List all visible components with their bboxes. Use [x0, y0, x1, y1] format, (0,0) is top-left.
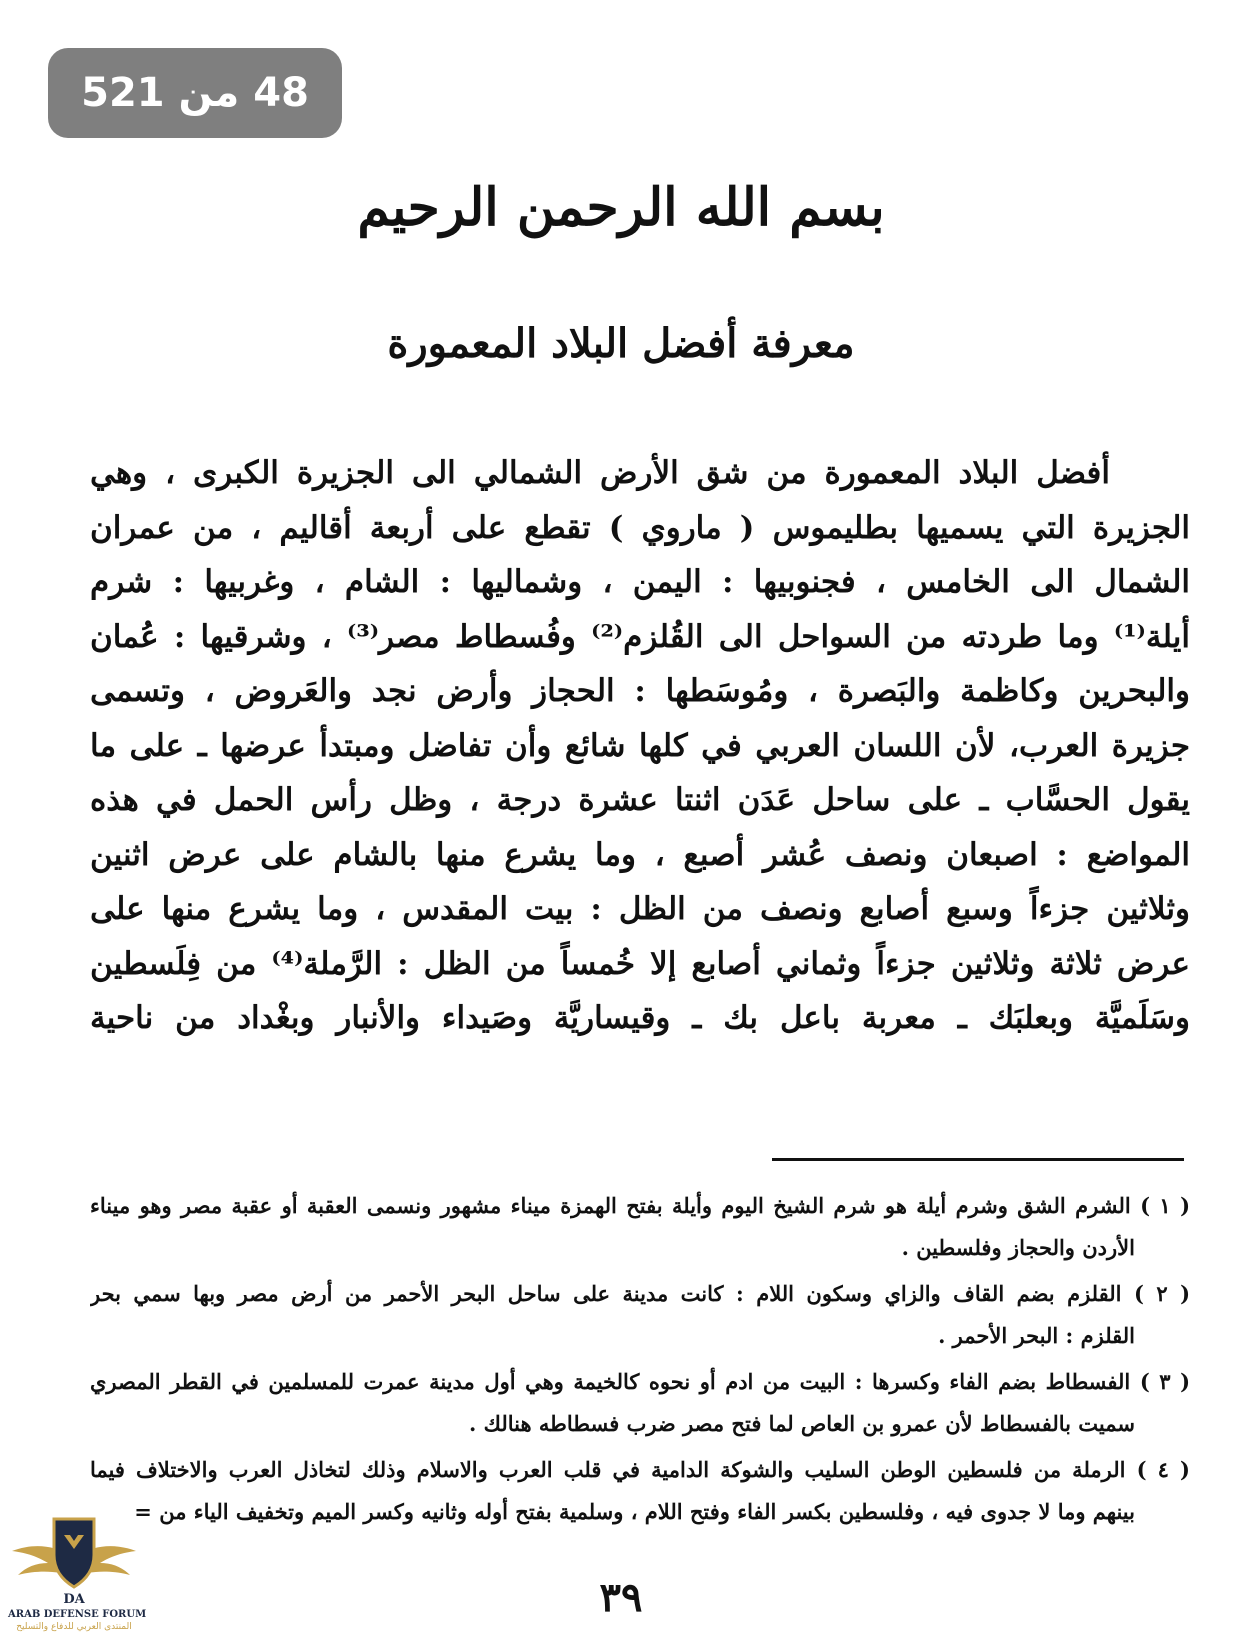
footnote-line — [90, 1185, 1190, 1227]
body-line: جزيرة العرب، لأن اللسان العربي في كلها شائع وأن تفاضل ومبتدأ عرضها ـ على ما — [90, 727, 1190, 764]
footnote-3 — [90, 1361, 1190, 1445]
body-line: أفضل البلاد المعمورة من شق الأرض الشمالي الى الجزيرة الكبرى ، وهي — [90, 455, 1110, 491]
body-line: يقول الحسَّاب ـ على ساحل عَدَن اثنتا عشرة درجة ، وظل رأس الحمل في هذه — [90, 782, 1190, 818]
svg-text:DA: DA — [63, 1592, 85, 1607]
footnote-marker: ( ١ ) — [1140, 1193, 1190, 1218]
footnote-marker: ( ٤ ) — [1136, 1457, 1190, 1482]
footnote-marker: ( ٣ ) — [1139, 1369, 1190, 1394]
page-counter-badge: 48 من 521 — [48, 48, 342, 138]
arab-defense-forum-logo — [8, 1515, 147, 1635]
footnote-text: الشرم الشق وشرم أيلة هو شرم الشيخ اليوم وأيلة بفتح الهمزة ميناء مشهور ونسمى العقبة أو عقبة مصر وهو ميناء — [90, 1193, 1131, 1218]
footnotes-section — [90, 1185, 1190, 1537]
footnote-line: بينهم وما لا جدوى فيه ، وفلسطين بكسر الفاء وفتح اللام ، وسلمية بفتح أوله وثانيه وكسر الميم وتخفيف الياء من = — [134, 1499, 1135, 1524]
eagle-logo-icon — [8, 1515, 140, 1611]
footnote-marker: ( ٢ ) — [1133, 1281, 1190, 1306]
body-line: وثلاثين جزءاً وسبع أصابع ونصف من الظل : بيت المقدس ، وما يشرع منها على — [90, 891, 1190, 927]
footnote-2 — [90, 1273, 1190, 1357]
body-line: أيلة⁽¹⁾ وما طردته من السواحل الى القُلزم⁽²⁾ وفُسطاط مصر⁽³⁾ ، وشرقيها : عُمان — [90, 618, 1190, 655]
body-paragraph — [90, 446, 1190, 1046]
body-line: الجزيرة التي يسميها بطليموس ( ماروي ) تقطع على أربعة أقاليم ، من عمران — [90, 509, 1190, 546]
footnote-text: القلزم بضم القاف والزاي وسكون اللام : كانت مدينة على ساحل البحر الأحمر من أرض مصر وبها سمي بحر — [90, 1281, 1122, 1306]
footnote-line: الأردن والحجاز وفلسطين . — [901, 1235, 1135, 1260]
logo-text-english: ARAB DEFENSE FORUM — [8, 1609, 147, 1620]
footnote-text: الرملة من فلسطين الوطن السليب والشوكة الدامية في قلب العرب والاسلام وذلك لتخاذل العرب والاختلاف فيما — [90, 1457, 1126, 1482]
basmala-heading: بسم الله الرحمن الرحيم — [357, 177, 885, 238]
footnote-divider — [772, 1158, 1184, 1161]
body-line: والبحرين وكاظمة والبَصرة ، ومُوسَطها : الحجاز وأرض نجد والعَروض ، وتسمى — [90, 673, 1190, 709]
footnote-4 — [90, 1449, 1190, 1533]
footnote-line: القلزم : البحر الأحمر . — [938, 1323, 1135, 1348]
page-number: ٣٩ — [599, 1574, 643, 1621]
footnote-line — [90, 1361, 1190, 1403]
body-line: الشمال الى الخامس ، فجنوبيها : اليمن ، وشماليها : الشام ، وغربيها : شرم — [90, 564, 1190, 600]
footnote-1 — [90, 1185, 1190, 1269]
body-line: وسَلَميَّة وبعلبَك ـ معربة باعل بك ـ وقيساريَّة وصَيداء والأنبار وبغْداد من ناحية — [90, 1000, 1190, 1036]
footnote-line — [90, 1273, 1190, 1315]
body-line: المواضع : اصبعان ونصف عُشر أصبع ، وما يشرع منها بالشام على عرض اثنين — [90, 836, 1190, 873]
chapter-title: معرفة أفضل البلاد المعمورة — [387, 320, 855, 367]
body-line: عرض ثلاثة وثلاثين جزءاً وثماني أصابع إلا خُمساً من الظل : الرَّملة⁽⁴⁾ من فِلَسطين — [90, 945, 1190, 982]
footnote-text: الفسطاط بضم الفاء وكسرها : البيت من ادم أو نحوه كالخيمة وهي أول مدينة عمرت للمسلمين في القطر المصري — [90, 1369, 1131, 1394]
logo-text-arabic: المنتدى العربي للدفاع والتسليح — [16, 1622, 132, 1632]
footnote-line — [90, 1449, 1190, 1491]
footnote-line: سميت بالفسطاط لأن عمرو بن العاص لما فتح مصر ضرب فسطاطه هنالك . — [469, 1411, 1135, 1436]
